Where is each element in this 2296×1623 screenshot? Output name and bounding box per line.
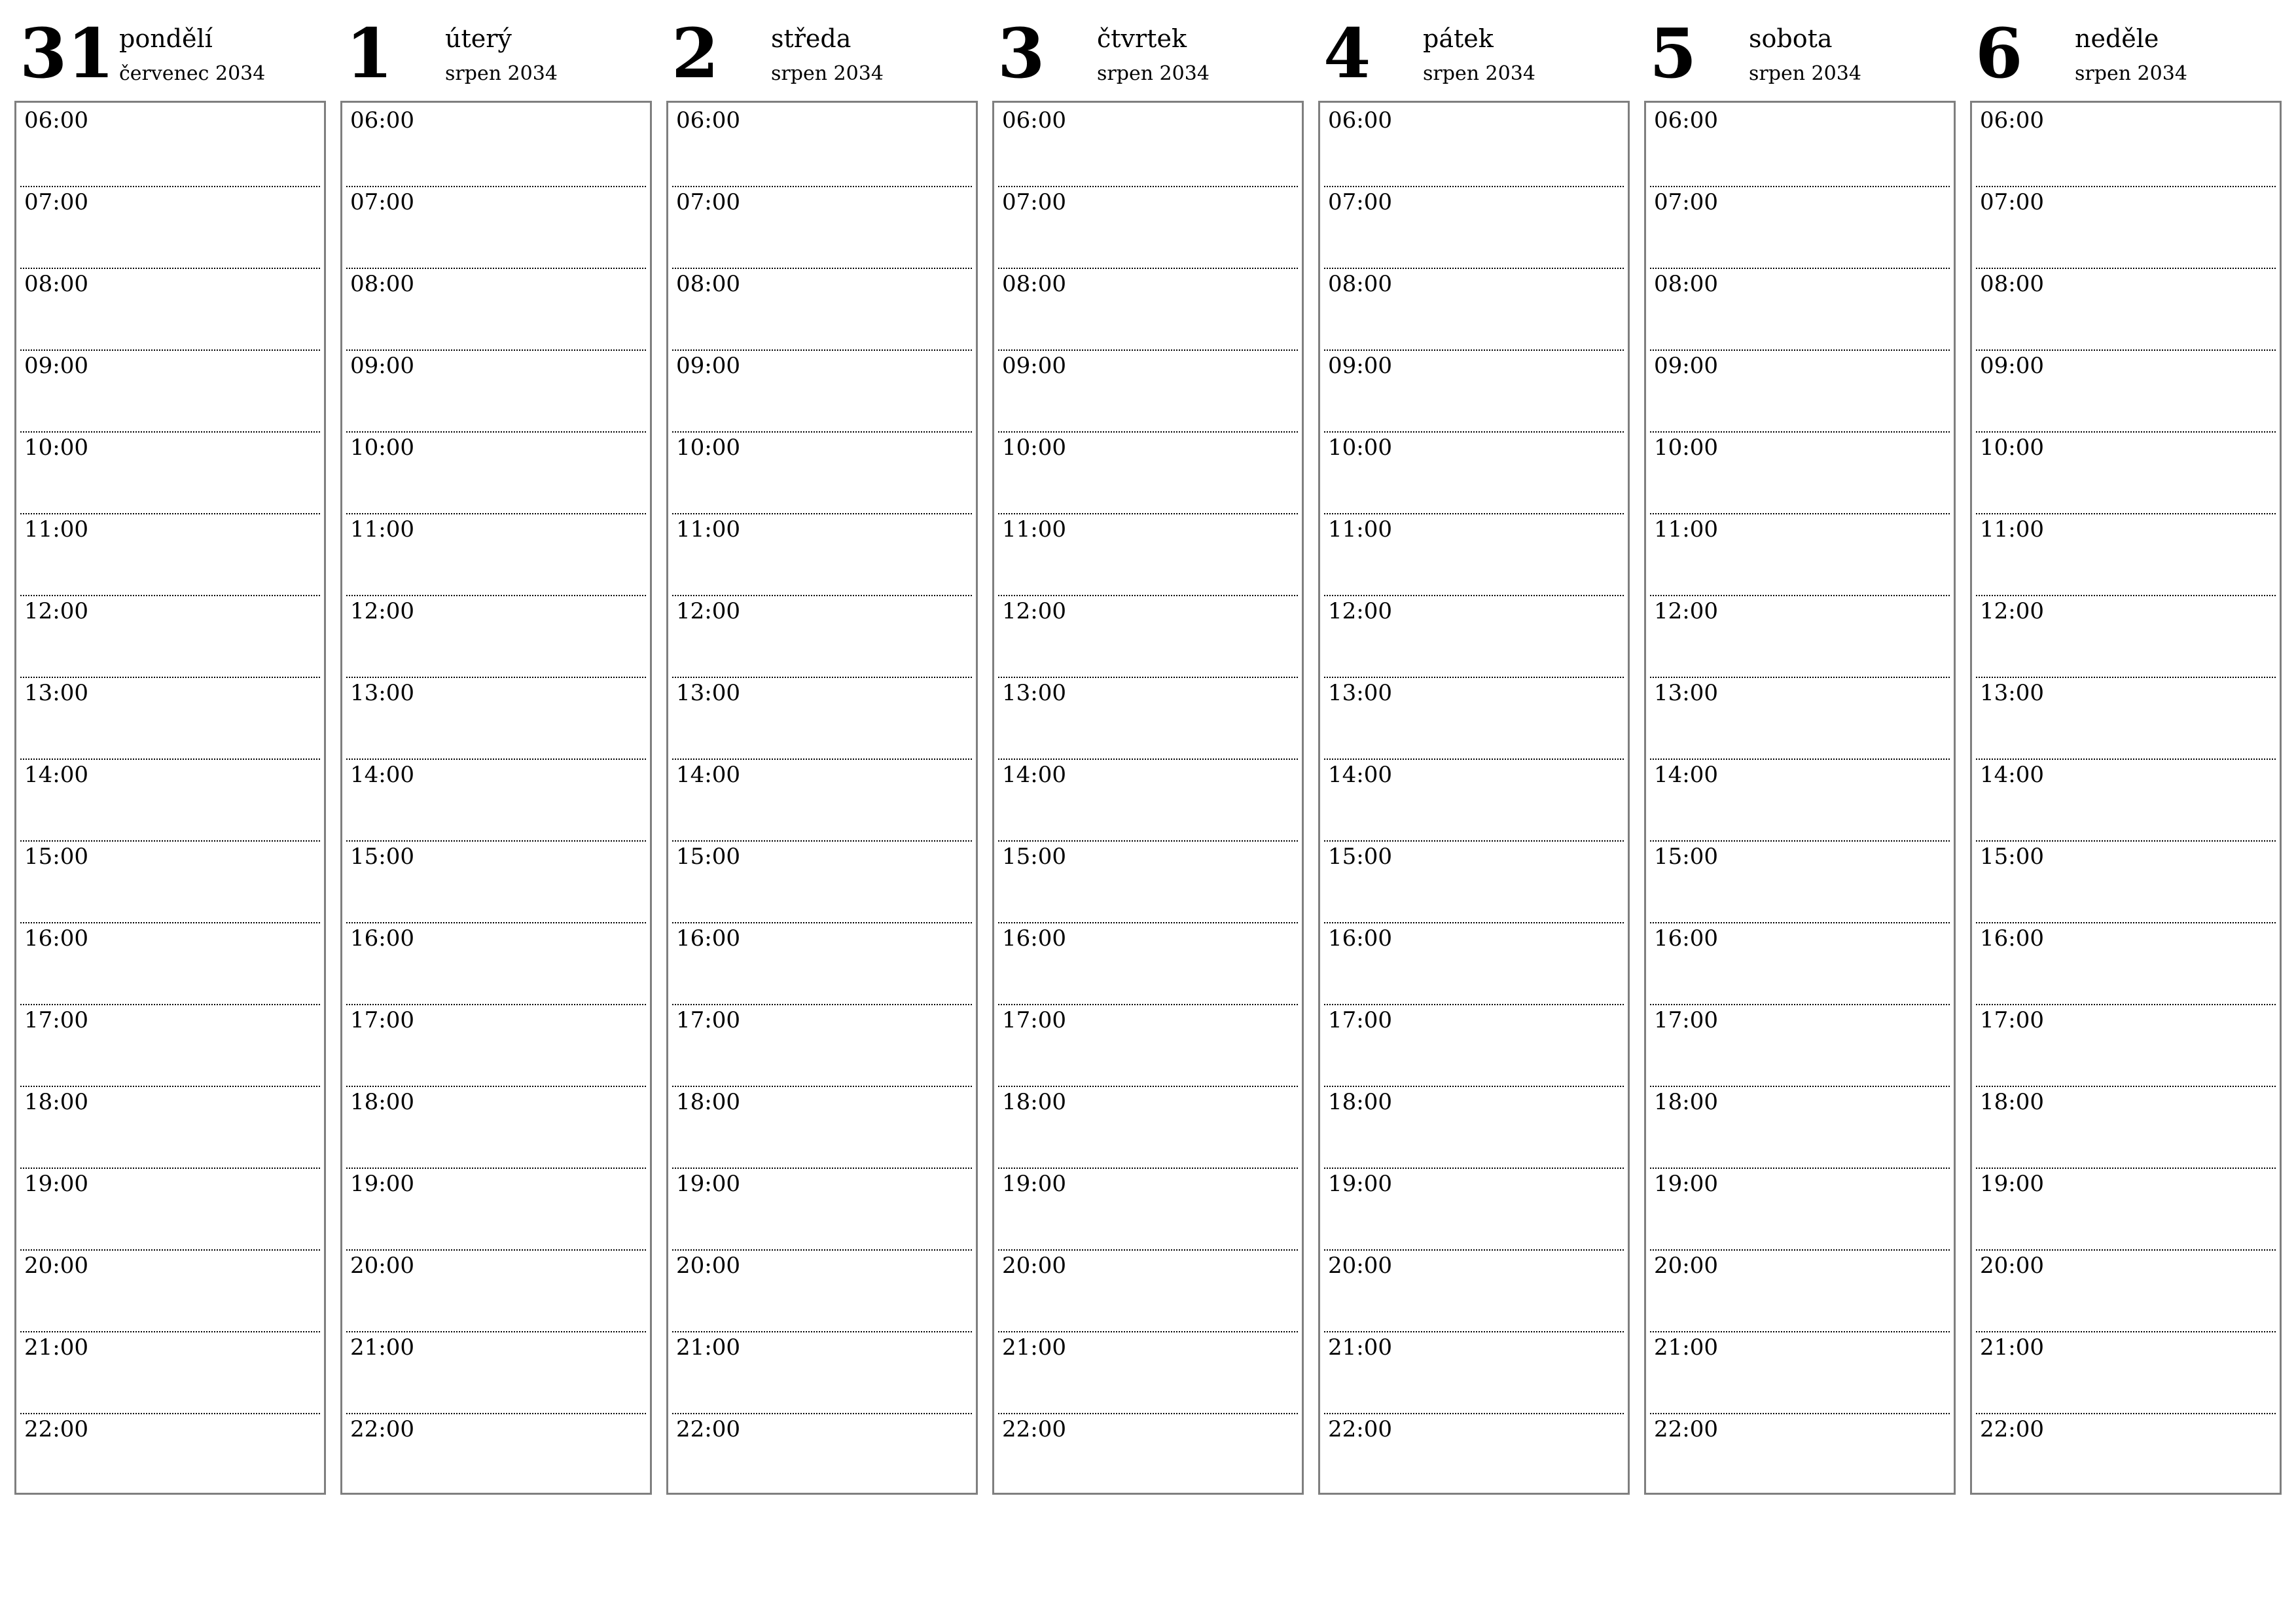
hour-label: 10:00 bbox=[1980, 435, 2044, 461]
day-header bbox=[992, 0, 1305, 98]
hour-label: 08:00 bbox=[24, 271, 88, 297]
hour-slot[interactable] bbox=[20, 1087, 320, 1169]
hour-slot[interactable] bbox=[1650, 514, 1950, 596]
hour-slot[interactable] bbox=[1976, 842, 2276, 923]
hour-slot[interactable] bbox=[998, 1005, 1298, 1087]
day-month: červenec 2034 bbox=[119, 62, 266, 85]
hour-slot[interactable] bbox=[346, 1414, 646, 1496]
hour-label: 16:00 bbox=[1980, 925, 2044, 952]
hour-slot[interactable] bbox=[1976, 105, 2276, 187]
day-month: srpen 2034 bbox=[771, 62, 884, 85]
hour-slot[interactable] bbox=[1650, 1005, 1950, 1087]
hour-label: 13:00 bbox=[676, 680, 740, 706]
hour-slot[interactable] bbox=[998, 842, 1298, 923]
day-header bbox=[14, 0, 327, 98]
day-number: 5 bbox=[1649, 13, 1697, 94]
hour-slot[interactable] bbox=[1976, 1087, 2276, 1169]
hour-slot[interactable] bbox=[672, 105, 972, 187]
hour-label: 09:00 bbox=[676, 353, 740, 379]
hour-slot[interactable] bbox=[1324, 1414, 1624, 1496]
hour-slot[interactable] bbox=[1976, 1169, 2276, 1251]
hour-label: 22:00 bbox=[24, 1416, 88, 1442]
day-schedule-box bbox=[1644, 101, 1956, 1495]
hour-label: 12:00 bbox=[1980, 598, 2044, 624]
hour-slot[interactable] bbox=[1650, 1169, 1950, 1251]
day-schedule-box bbox=[992, 101, 1304, 1495]
hour-label: 21:00 bbox=[676, 1334, 740, 1361]
hour-label: 22:00 bbox=[1002, 1416, 1066, 1442]
hour-slot[interactable] bbox=[672, 923, 972, 1005]
hour-slot[interactable] bbox=[672, 842, 972, 923]
hour-label: 16:00 bbox=[24, 925, 88, 952]
hour-label: 09:00 bbox=[350, 353, 414, 379]
hour-label: 06:00 bbox=[1002, 107, 1066, 134]
hour-slot[interactable] bbox=[672, 1005, 972, 1087]
day-number: 1 bbox=[346, 13, 393, 94]
hour-label: 09:00 bbox=[24, 353, 88, 379]
hour-slot[interactable] bbox=[672, 351, 972, 433]
hour-slot[interactable] bbox=[1324, 596, 1624, 678]
hour-slot[interactable] bbox=[1976, 514, 2276, 596]
hour-slot[interactable] bbox=[20, 923, 320, 1005]
day-header bbox=[666, 0, 979, 98]
hour-label: 15:00 bbox=[1002, 844, 1066, 870]
hour-slot[interactable] bbox=[1976, 1251, 2276, 1332]
hour-slot[interactable] bbox=[1650, 1087, 1950, 1169]
day-number: 6 bbox=[1975, 13, 2023, 94]
hour-label: 17:00 bbox=[350, 1007, 414, 1033]
hour-label: 18:00 bbox=[1654, 1089, 1718, 1115]
hour-label: 22:00 bbox=[1980, 1416, 2044, 1442]
hour-slot[interactable] bbox=[672, 1332, 972, 1414]
hour-label: 11:00 bbox=[1654, 516, 1718, 543]
hour-slot[interactable] bbox=[20, 760, 320, 842]
hour-slot[interactable] bbox=[20, 1414, 320, 1496]
hour-slot[interactable] bbox=[1324, 105, 1624, 187]
day-name: pátek bbox=[1423, 24, 1494, 53]
hour-label: 13:00 bbox=[1328, 680, 1392, 706]
hour-slot[interactable] bbox=[346, 678, 646, 760]
hour-label: 20:00 bbox=[1654, 1253, 1718, 1279]
hour-label: 12:00 bbox=[1654, 598, 1718, 624]
hour-slot[interactable] bbox=[346, 105, 646, 187]
hour-slot[interactable] bbox=[998, 1169, 1298, 1251]
hour-label: 14:00 bbox=[676, 762, 740, 788]
hour-slot[interactable] bbox=[346, 1169, 646, 1251]
hour-slot[interactable] bbox=[672, 269, 972, 351]
hour-slot[interactable] bbox=[998, 1332, 1298, 1414]
hour-label: 21:00 bbox=[1328, 1334, 1392, 1361]
hour-label: 06:00 bbox=[24, 107, 88, 134]
hour-slot[interactable] bbox=[1324, 1087, 1624, 1169]
hour-label: 14:00 bbox=[1654, 762, 1718, 788]
hour-label: 07:00 bbox=[676, 189, 740, 215]
hour-slot[interactable] bbox=[1976, 433, 2276, 514]
hour-label: 10:00 bbox=[1002, 435, 1066, 461]
hour-label: 18:00 bbox=[1002, 1089, 1066, 1115]
hour-slot[interactable] bbox=[998, 1414, 1298, 1496]
hour-label: 14:00 bbox=[1980, 762, 2044, 788]
hour-slot[interactable] bbox=[20, 433, 320, 514]
hour-slot[interactable] bbox=[1650, 596, 1950, 678]
hour-label: 10:00 bbox=[1654, 435, 1718, 461]
hour-label: 06:00 bbox=[1654, 107, 1718, 134]
day-month: srpen 2034 bbox=[2075, 62, 2187, 85]
day-name: neděle bbox=[2075, 24, 2159, 53]
hour-slot[interactable] bbox=[346, 1005, 646, 1087]
hour-slot[interactable] bbox=[346, 842, 646, 923]
hour-slot[interactable] bbox=[20, 596, 320, 678]
hour-slot[interactable] bbox=[1976, 269, 2276, 351]
hour-slot[interactable] bbox=[998, 596, 1298, 678]
hour-label: 09:00 bbox=[1328, 353, 1392, 379]
hour-slot[interactable] bbox=[998, 923, 1298, 1005]
day-name: středa bbox=[771, 24, 852, 53]
hour-slot[interactable] bbox=[1976, 923, 2276, 1005]
hour-label: 20:00 bbox=[676, 1253, 740, 1279]
hour-slot[interactable] bbox=[1324, 433, 1624, 514]
hour-label: 22:00 bbox=[1328, 1416, 1392, 1442]
hour-label: 18:00 bbox=[1980, 1089, 2044, 1115]
hour-slot[interactable] bbox=[1650, 187, 1950, 269]
hour-label: 11:00 bbox=[1328, 516, 1392, 543]
hour-slot[interactable] bbox=[1650, 842, 1950, 923]
hour-label: 17:00 bbox=[1328, 1007, 1392, 1033]
hour-slot[interactable] bbox=[1976, 351, 2276, 433]
hour-slot[interactable] bbox=[1324, 1332, 1624, 1414]
hour-slot[interactable] bbox=[998, 105, 1298, 187]
hour-label: 09:00 bbox=[1980, 353, 2044, 379]
hour-label: 07:00 bbox=[24, 189, 88, 215]
hour-label: 11:00 bbox=[1980, 516, 2044, 543]
hour-slot[interactable] bbox=[346, 760, 646, 842]
day-schedule-box bbox=[14, 101, 326, 1495]
hour-label: 08:00 bbox=[676, 271, 740, 297]
hour-slot[interactable] bbox=[998, 269, 1298, 351]
day-header bbox=[1644, 0, 1957, 98]
hour-slot[interactable] bbox=[346, 351, 646, 433]
hour-slot[interactable] bbox=[1976, 1005, 2276, 1087]
hour-label: 20:00 bbox=[350, 1253, 414, 1279]
hour-label: 16:00 bbox=[350, 925, 414, 952]
hour-slot[interactable] bbox=[20, 351, 320, 433]
hour-label: 11:00 bbox=[350, 516, 414, 543]
day-header bbox=[1970, 0, 2283, 98]
hour-slot[interactable] bbox=[1650, 351, 1950, 433]
hour-label: 14:00 bbox=[350, 762, 414, 788]
hour-label: 14:00 bbox=[1328, 762, 1392, 788]
hour-label: 11:00 bbox=[676, 516, 740, 543]
hour-label: 18:00 bbox=[1328, 1089, 1392, 1115]
hour-slot[interactable] bbox=[672, 1169, 972, 1251]
day-number: 2 bbox=[672, 13, 719, 94]
hour-slot[interactable] bbox=[1324, 1251, 1624, 1332]
hour-slot[interactable] bbox=[1324, 678, 1624, 760]
day-month: srpen 2034 bbox=[445, 62, 558, 85]
hour-slot[interactable] bbox=[672, 760, 972, 842]
hour-label: 17:00 bbox=[1654, 1007, 1718, 1033]
hour-label: 19:00 bbox=[676, 1171, 740, 1197]
hour-label: 10:00 bbox=[350, 435, 414, 461]
hour-slot[interactable] bbox=[1324, 269, 1624, 351]
hour-label: 10:00 bbox=[1328, 435, 1392, 461]
hour-label: 16:00 bbox=[1002, 925, 1066, 952]
hour-slot[interactable] bbox=[346, 923, 646, 1005]
hour-slot[interactable] bbox=[1976, 1332, 2276, 1414]
hour-label: 07:00 bbox=[1654, 189, 1718, 215]
day-schedule-box bbox=[1318, 101, 1630, 1495]
day-month: srpen 2034 bbox=[1423, 62, 1535, 85]
hour-label: 21:00 bbox=[1002, 1334, 1066, 1361]
hour-slot[interactable] bbox=[20, 1251, 320, 1332]
hour-slot[interactable] bbox=[998, 678, 1298, 760]
hour-slot[interactable] bbox=[346, 596, 646, 678]
hour-label: 06:00 bbox=[1980, 107, 2044, 134]
hour-slot[interactable] bbox=[672, 1087, 972, 1169]
hour-label: 07:00 bbox=[1002, 189, 1066, 215]
hour-slot[interactable] bbox=[1324, 842, 1624, 923]
hour-slot[interactable] bbox=[1324, 1169, 1624, 1251]
hour-slot[interactable] bbox=[672, 596, 972, 678]
hour-label: 13:00 bbox=[1654, 680, 1718, 706]
hour-slot[interactable] bbox=[1324, 923, 1624, 1005]
hour-slot[interactable] bbox=[1976, 760, 2276, 842]
day-month: srpen 2034 bbox=[1749, 62, 1861, 85]
hour-label: 22:00 bbox=[350, 1416, 414, 1442]
day-month: srpen 2034 bbox=[1097, 62, 1210, 85]
hour-slot[interactable] bbox=[20, 1005, 320, 1087]
hour-slot[interactable] bbox=[672, 187, 972, 269]
hour-slot[interactable] bbox=[1976, 1414, 2276, 1496]
hour-slot[interactable] bbox=[672, 678, 972, 760]
hour-slot[interactable] bbox=[1650, 1414, 1950, 1496]
hour-label: 13:00 bbox=[1980, 680, 2044, 706]
hour-slot[interactable] bbox=[1650, 678, 1950, 760]
hour-label: 21:00 bbox=[350, 1334, 414, 1361]
hour-label: 06:00 bbox=[350, 107, 414, 134]
hour-label: 08:00 bbox=[1002, 271, 1066, 297]
hour-slot[interactable] bbox=[998, 514, 1298, 596]
hour-label: 14:00 bbox=[1002, 762, 1066, 788]
day-name: pondělí bbox=[119, 24, 213, 53]
hour-label: 15:00 bbox=[1328, 844, 1392, 870]
hour-slot[interactable] bbox=[1976, 678, 2276, 760]
day-schedule-box bbox=[666, 101, 978, 1495]
hour-label: 15:00 bbox=[1980, 844, 2044, 870]
hour-slot[interactable] bbox=[998, 187, 1298, 269]
hour-label: 16:00 bbox=[676, 925, 740, 952]
hour-label: 08:00 bbox=[350, 271, 414, 297]
hour-slot[interactable] bbox=[346, 1087, 646, 1169]
hour-label: 20:00 bbox=[24, 1253, 88, 1279]
hour-label: 10:00 bbox=[24, 435, 88, 461]
hour-slot[interactable] bbox=[346, 1332, 646, 1414]
hour-slot[interactable] bbox=[1650, 1251, 1950, 1332]
hour-slot[interactable] bbox=[346, 514, 646, 596]
hour-slot[interactable] bbox=[20, 1332, 320, 1414]
hour-slot[interactable] bbox=[672, 1251, 972, 1332]
hour-slot[interactable] bbox=[1976, 596, 2276, 678]
hour-slot[interactable] bbox=[346, 433, 646, 514]
hour-label: 12:00 bbox=[350, 598, 414, 624]
hour-label: 12:00 bbox=[24, 598, 88, 624]
hour-label: 21:00 bbox=[24, 1334, 88, 1361]
day-header bbox=[1318, 0, 1631, 98]
hour-label: 17:00 bbox=[1980, 1007, 2044, 1033]
hour-slot[interactable] bbox=[346, 187, 646, 269]
hour-slot[interactable] bbox=[998, 760, 1298, 842]
day-header bbox=[340, 0, 653, 98]
hour-slot[interactable] bbox=[346, 1251, 646, 1332]
hour-label: 19:00 bbox=[1654, 1171, 1718, 1197]
hour-slot[interactable] bbox=[998, 1087, 1298, 1169]
hour-slot[interactable] bbox=[672, 514, 972, 596]
hour-slot[interactable] bbox=[1324, 1005, 1624, 1087]
hour-label: 18:00 bbox=[676, 1089, 740, 1115]
hour-slot[interactable] bbox=[1976, 187, 2276, 269]
hour-label: 17:00 bbox=[676, 1007, 740, 1033]
hour-label: 08:00 bbox=[1654, 271, 1718, 297]
hour-label: 06:00 bbox=[676, 107, 740, 134]
hour-label: 17:00 bbox=[1002, 1007, 1066, 1033]
hour-slot[interactable] bbox=[998, 1251, 1298, 1332]
hour-slot[interactable] bbox=[1324, 187, 1624, 269]
hour-label: 15:00 bbox=[24, 844, 88, 870]
hour-label: 13:00 bbox=[24, 680, 88, 706]
hour-slot[interactable] bbox=[1324, 514, 1624, 596]
hour-label: 19:00 bbox=[1002, 1171, 1066, 1197]
hour-slot[interactable] bbox=[20, 105, 320, 187]
hour-label: 17:00 bbox=[24, 1007, 88, 1033]
hour-label: 13:00 bbox=[350, 680, 414, 706]
hour-label: 22:00 bbox=[1654, 1416, 1718, 1442]
hour-slot[interactable] bbox=[20, 514, 320, 596]
day-number: 4 bbox=[1323, 13, 1371, 94]
day-name: čtvrtek bbox=[1097, 24, 1187, 53]
hour-label: 20:00 bbox=[1980, 1253, 2044, 1279]
hour-slot[interactable] bbox=[1650, 269, 1950, 351]
hour-label: 12:00 bbox=[676, 598, 740, 624]
hour-slot[interactable] bbox=[672, 433, 972, 514]
hour-slot[interactable] bbox=[998, 351, 1298, 433]
hour-label: 22:00 bbox=[676, 1416, 740, 1442]
hour-label: 18:00 bbox=[350, 1089, 414, 1115]
hour-slot[interactable] bbox=[1650, 433, 1950, 514]
hour-label: 20:00 bbox=[1002, 1253, 1066, 1279]
hour-slot[interactable] bbox=[1650, 923, 1950, 1005]
hour-slot[interactable] bbox=[20, 842, 320, 923]
hour-label: 08:00 bbox=[1328, 271, 1392, 297]
hour-label: 14:00 bbox=[24, 762, 88, 788]
hour-label: 21:00 bbox=[1654, 1334, 1718, 1361]
hour-slot[interactable] bbox=[20, 1169, 320, 1251]
hour-label: 11:00 bbox=[24, 516, 88, 543]
hour-label: 12:00 bbox=[1002, 598, 1066, 624]
hour-label: 10:00 bbox=[676, 435, 740, 461]
hour-label: 19:00 bbox=[350, 1171, 414, 1197]
day-number: 31 bbox=[20, 13, 115, 94]
hour-label: 11:00 bbox=[1002, 516, 1066, 543]
hour-label: 18:00 bbox=[24, 1089, 88, 1115]
hour-label: 08:00 bbox=[1980, 271, 2044, 297]
hour-label: 20:00 bbox=[1328, 1253, 1392, 1279]
hour-slot[interactable] bbox=[20, 269, 320, 351]
hour-slot[interactable] bbox=[998, 433, 1298, 514]
hour-label: 15:00 bbox=[676, 844, 740, 870]
hour-label: 07:00 bbox=[350, 189, 414, 215]
hour-slot[interactable] bbox=[672, 1414, 972, 1496]
day-number: 3 bbox=[997, 13, 1045, 94]
hour-slot[interactable] bbox=[20, 678, 320, 760]
day-schedule-box bbox=[340, 101, 652, 1495]
hour-slot[interactable] bbox=[346, 269, 646, 351]
hour-label: 09:00 bbox=[1654, 353, 1718, 379]
hour-label: 21:00 bbox=[1980, 1334, 2044, 1361]
hour-slot[interactable] bbox=[1650, 105, 1950, 187]
hour-label: 12:00 bbox=[1328, 598, 1392, 624]
hour-label: 15:00 bbox=[1654, 844, 1718, 870]
hour-slot[interactable] bbox=[1650, 760, 1950, 842]
hour-label: 16:00 bbox=[1328, 925, 1392, 952]
day-name: úterý bbox=[445, 24, 512, 53]
hour-label: 09:00 bbox=[1002, 353, 1066, 379]
day-name: sobota bbox=[1749, 24, 1833, 53]
hour-label: 19:00 bbox=[1328, 1171, 1392, 1197]
day-schedule-box bbox=[1970, 101, 2282, 1495]
hour-slot[interactable] bbox=[1324, 760, 1624, 842]
hour-label: 07:00 bbox=[1328, 189, 1392, 215]
hour-slot[interactable] bbox=[1324, 351, 1624, 433]
hour-label: 13:00 bbox=[1002, 680, 1066, 706]
hour-label: 06:00 bbox=[1328, 107, 1392, 134]
hour-label: 16:00 bbox=[1654, 925, 1718, 952]
hour-slot[interactable] bbox=[1650, 1332, 1950, 1414]
hour-label: 19:00 bbox=[24, 1171, 88, 1197]
hour-slot[interactable] bbox=[20, 187, 320, 269]
hour-label: 15:00 bbox=[350, 844, 414, 870]
hour-label: 07:00 bbox=[1980, 189, 2044, 215]
hour-label: 19:00 bbox=[1980, 1171, 2044, 1197]
